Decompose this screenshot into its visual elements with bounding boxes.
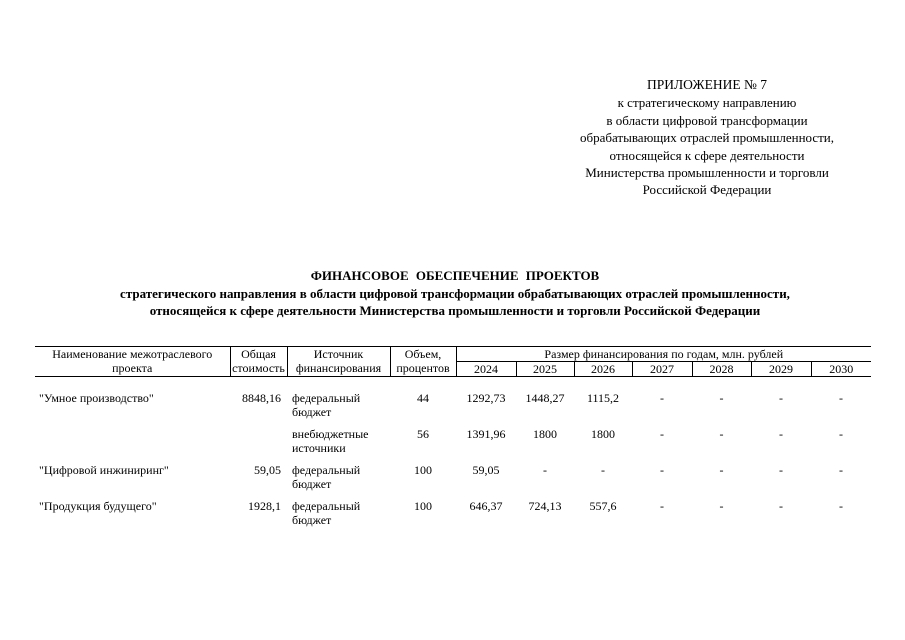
year-value: 1800 <box>591 427 615 441</box>
appendix-line: в области цифровой трансформации <box>606 112 808 128</box>
total-cost <box>230 419 287 455</box>
year-value: - <box>601 463 605 477</box>
year-value: - <box>719 427 724 441</box>
funding-source: федеральный бюджет <box>292 391 361 419</box>
year-value: 646,37 <box>469 499 503 513</box>
funding-percent: 100 <box>414 499 432 513</box>
year-value: - <box>779 391 783 405</box>
title-subtitle: относящейся к сфере деятельности Министерства промышленности и торговли Российской Федерации <box>149 303 761 318</box>
funding-percent: 56 <box>417 427 429 441</box>
title-main: ФИНАНСОВОЕ ОБЕСПЕЧЕНИЕ ПРОЕКТОВ <box>310 268 600 283</box>
appendix-line: Российской Федерации <box>642 182 772 198</box>
year-value: 59,05 <box>472 463 500 477</box>
financing-table <box>35 346 871 527</box>
year-value: - <box>839 391 844 405</box>
year-value: - <box>719 391 724 405</box>
year-value: - <box>779 427 783 441</box>
year-value: - <box>660 391 664 405</box>
header-year: 2026 <box>574 362 632 377</box>
year-value: - <box>660 463 664 477</box>
title-subtitle: стратегического направления в области цифровой трансформации обрабатывающих отраслей промышленности, <box>120 285 790 301</box>
year-value: 724,13 <box>528 499 562 513</box>
table-row <box>35 419 871 455</box>
header-year: 2028 <box>692 362 751 377</box>
financing-table-wrap <box>35 346 871 527</box>
funding-source: внебюджетные источники <box>292 427 369 455</box>
year-value: - <box>719 499 724 513</box>
project-name: "Продукция будущего" <box>39 499 157 513</box>
appendix-line: Министерства промышленности и торговли <box>585 165 829 181</box>
year-value: - <box>660 499 664 513</box>
document-title <box>40 267 870 320</box>
table-row <box>35 383 871 419</box>
table-row <box>35 491 871 527</box>
project-name <box>35 419 230 455</box>
appendix-block <box>548 76 866 199</box>
header-percent: Объем, процентов <box>390 347 456 377</box>
year-value: 557,6 <box>589 499 617 513</box>
year-value: - <box>660 427 664 441</box>
year-value: - <box>543 463 547 477</box>
year-value: - <box>839 463 844 477</box>
header-year: 2030 <box>811 362 871 377</box>
total-cost: 1928,1 <box>248 499 281 513</box>
year-value: - <box>719 463 724 477</box>
header-year: 2029 <box>751 362 811 377</box>
year-value: - <box>839 499 844 513</box>
funding-source: федеральный бюджет <box>292 463 361 491</box>
appendix-line: обрабатывающих отраслей промышленности, <box>579 130 835 146</box>
year-value: - <box>779 463 783 477</box>
table-row <box>35 455 871 491</box>
year-value: 1448,27 <box>525 391 565 405</box>
year-value: 1115,2 <box>586 391 620 405</box>
total-cost: 8848,16 <box>242 391 281 405</box>
funding-source: федеральный бюджет <box>292 499 361 527</box>
total-cost: 59,05 <box>254 463 281 477</box>
header-year: 2027 <box>632 362 692 377</box>
year-value: 1800 <box>533 427 557 441</box>
header-year: 2025 <box>516 362 574 377</box>
year-value: 1292,73 <box>466 391 506 405</box>
header-project-name: Наименование межотраслевого проекта <box>35 347 230 377</box>
funding-percent: 44 <box>417 391 429 405</box>
funding-percent: 100 <box>414 463 432 477</box>
project-name: "Умное производство" <box>39 391 154 405</box>
appendix-line: относящейся к сфере деятельности <box>609 147 805 163</box>
year-value: 1391,96 <box>466 427 506 441</box>
appendix-line: к стратегическому направлению <box>617 95 797 111</box>
header-years-group: Размер финансирования по годам, млн. рублей <box>456 347 871 362</box>
header-year: 2024 <box>456 362 516 377</box>
appendix-number: ПРИЛОЖЕНИЕ № 7 <box>646 77 768 92</box>
year-value: - <box>839 427 844 441</box>
header-total-cost: Общая стоимость <box>230 347 287 377</box>
year-value: - <box>779 499 783 513</box>
header-funding-source: Источник финансирования <box>287 347 390 377</box>
project-name: "Цифровой инжиниринг" <box>39 463 169 477</box>
